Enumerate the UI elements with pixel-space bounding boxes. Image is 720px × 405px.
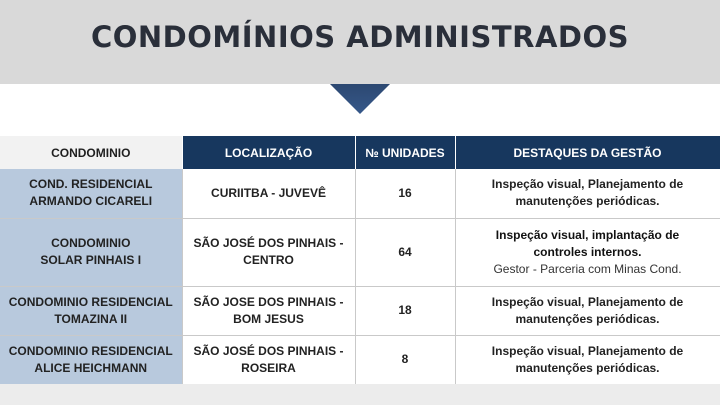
highlight-line: Inspeção visual, implantação de: [495, 227, 680, 242]
location-cell: [182, 286, 355, 335]
highlights-cell: [455, 169, 720, 218]
condominium-name-cell: [0, 218, 182, 286]
location-line: SÃO JOSE DOS PINHAIS -: [193, 294, 344, 309]
highlight-line: Inspeção visual, Planejamento de: [491, 343, 684, 358]
condominium-name-cell: [0, 169, 182, 218]
location-line: SÃO JOSÉ DOS PINHAIS -: [193, 343, 344, 358]
table-row: [0, 335, 720, 384]
condominium-name-line: TOMAZINA II: [54, 311, 128, 326]
highlight-line: manutenções periódicas.: [515, 311, 660, 326]
manager-note: Gestor - Parceria com Minas Cond.: [493, 261, 682, 276]
location-cell: [182, 335, 355, 384]
footer-band: [0, 384, 720, 405]
page-title: CONDOMÍNIOS ADMINISTRADOS: [90, 20, 630, 54]
condominiums-table: [0, 136, 720, 385]
table-row: [0, 218, 720, 286]
table-row: [0, 286, 720, 335]
column-header-condominio: CONDOMINIO: [0, 136, 182, 169]
location-line: SÃO JOSÉ DOS PINHAIS -: [193, 236, 344, 250]
highlights-cell: [455, 286, 720, 335]
location-cell: [182, 169, 355, 218]
units-cell: 18: [355, 286, 455, 335]
condominium-name-cell: [0, 286, 182, 335]
highlights-cell: [455, 335, 720, 384]
condominium-name-line: CONDOMINIO RESIDENCIAL: [8, 294, 173, 309]
column-header-unidades: № UNIDADES: [355, 136, 455, 169]
column-header-destaques: DESTAQUES DA GESTÃO: [455, 136, 720, 169]
highlights-cell: [455, 218, 720, 286]
column-header-localizacao: LOCALIZAÇÃO: [182, 136, 355, 169]
highlight-line: manutenções periódicas.: [515, 360, 660, 375]
table-header-row: [0, 136, 720, 169]
location-line: ROSEIRA: [241, 360, 296, 375]
highlight-line: controles internos.: [533, 244, 642, 259]
condominium-name-line: ALICE HEICHMANN: [34, 360, 148, 375]
location-line: CURIITBA - JUVEVÊ: [211, 185, 326, 200]
location-cell: [182, 218, 355, 286]
units-cell: 16: [355, 169, 455, 218]
condominium-name-line: SOLAR PINHAIS I: [40, 253, 142, 267]
condominium-name-line: CONDOMINIO RESIDENCIAL: [8, 343, 173, 358]
location-line: BOM JESUS: [233, 311, 304, 326]
units-cell: 64: [355, 218, 455, 286]
condominium-name-cell: [0, 335, 182, 384]
table-row: [0, 169, 720, 218]
location-line: CENTRO: [243, 253, 294, 267]
condominium-name-line: ARMANDO CICARELI: [29, 194, 153, 209]
condominium-name-line: CONDOMINIO: [51, 236, 131, 250]
highlight-line: Inspeção visual, Planejamento de: [491, 294, 684, 309]
highlight-line: manutenções periódicas.: [515, 194, 660, 209]
highlight-line: Inspeção visual, Planejamento de: [491, 177, 684, 192]
condominium-name-line: COND. RESIDENCIAL: [29, 177, 153, 192]
units-cell: 8: [355, 335, 455, 384]
